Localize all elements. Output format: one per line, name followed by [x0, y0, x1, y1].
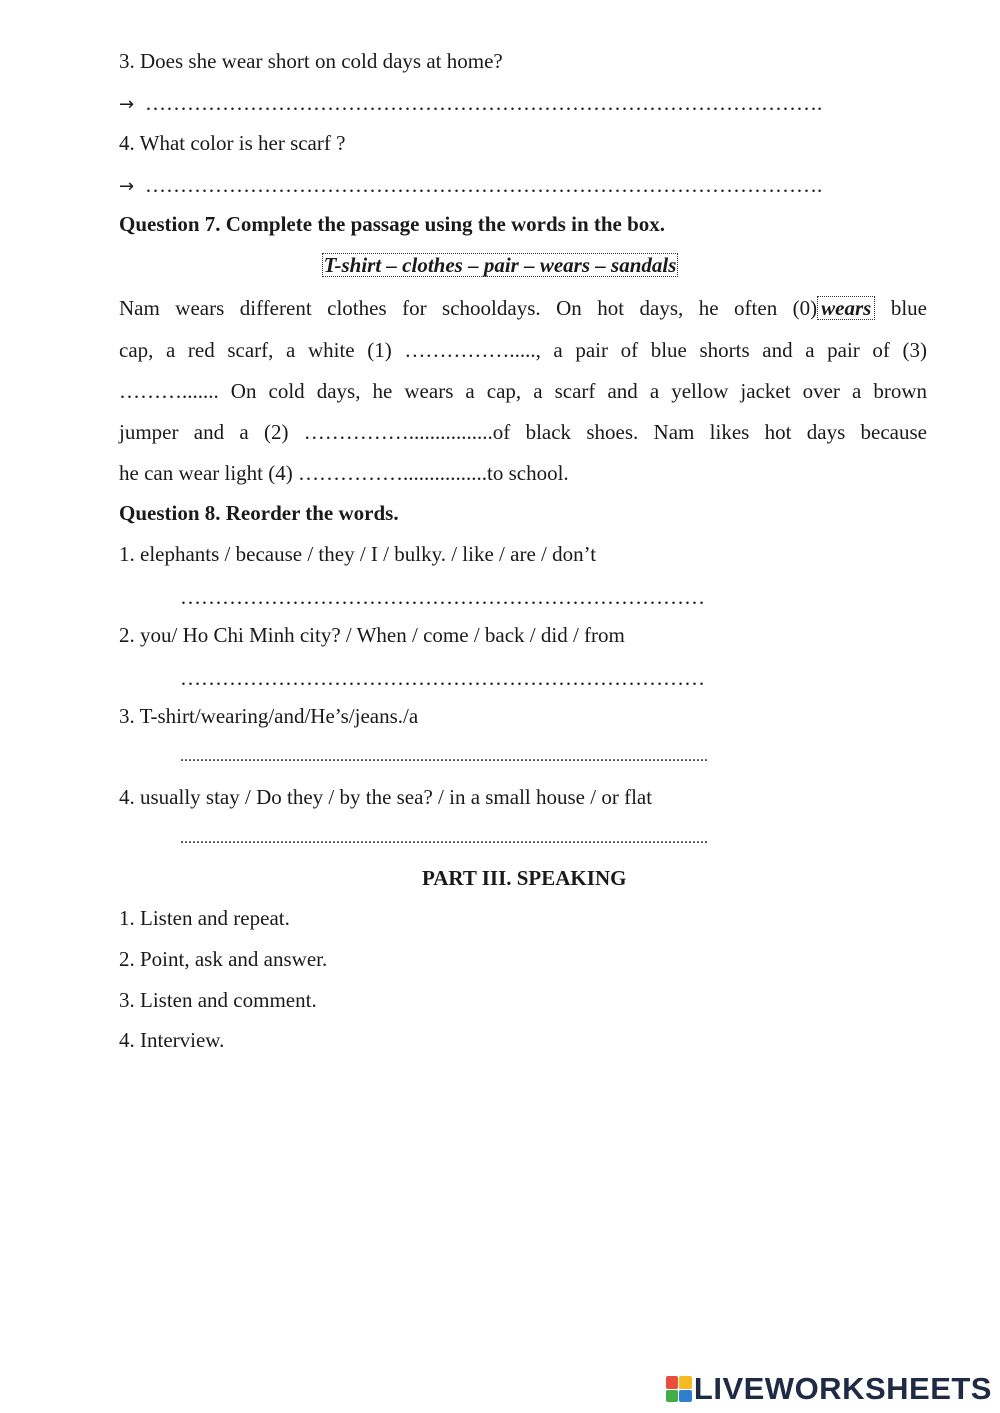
arrow-right-icon: →	[119, 94, 135, 115]
q7-passage-line-1: Nam wears different clothes for schooldays. On hot days, he often (0) wears blue	[119, 296, 927, 320]
arrow-right-icon: →	[119, 176, 135, 197]
q7-passage-line-2[interactable]: cap, a red scarf, a white (1) ……………....., a pair of blue shorts and a pair of (3)	[119, 338, 927, 362]
q7-word-box: T-shirt – clothes – pair – wears – sandals	[323, 253, 677, 277]
q8-answer-line-4[interactable]: ....................................................................................................................................	[180, 830, 708, 847]
part3-item-2: 2. Point, ask and answer.	[119, 947, 328, 971]
q6-item-4: 4. What color is her scarf ?	[119, 131, 346, 155]
q7-passage-line-5[interactable]: he can wear light (4) ……………................to school.	[119, 461, 569, 485]
q8-item-1: 1. elephants / because / they / I / bulky. / like / are / don’t	[119, 542, 597, 566]
part3-item-1: 1. Listen and repeat.	[119, 906, 290, 930]
q7-passage-line-4[interactable]: jumper and a (2) ……………................of black shoes. Nam likes hot days because	[119, 420, 927, 444]
q7-example-answer: wears	[817, 296, 875, 320]
q6-answer-line-3[interactable]: → …………………………………………………………………………………….	[119, 90, 927, 118]
q8-answer-line-3[interactable]: ....................................................................................................................................	[180, 748, 708, 765]
part3-item-3: 3. Listen and comment.	[119, 988, 317, 1012]
q8-answer-line-2[interactable]: …………………………………………………………………	[180, 666, 705, 690]
q7-passage-line-3[interactable]: ………....... On cold days, he wears a cap, a scarf and a yellow jacket over a brown	[119, 379, 927, 403]
q8-answer-line-1[interactable]: …………………………………………………………………	[180, 585, 705, 609]
part3-heading: PART III. SPEAKING	[422, 866, 627, 890]
liveworksheets-logo-text: LIVEWORKSHEETS	[693, 1371, 992, 1406]
part3-item-4: 4. Interview.	[119, 1028, 225, 1052]
q8-heading: Question 8. Reorder the words.	[119, 501, 399, 525]
liveworksheets-logo[interactable]	[666, 1371, 992, 1407]
q8-item-3: 3. T-shirt/wearing/and/He’s/jeans./a	[119, 704, 419, 728]
liveworksheets-logo-icon	[666, 1376, 692, 1402]
q6-item-3: 3. Does she wear short on cold days at home?	[119, 49, 503, 73]
q7-word-box-row	[0, 252, 1000, 278]
q8-item-2: 2. you/ Ho Chi Minh city? / When / come / back / did / from	[119, 623, 625, 647]
q6-answer-line-4[interactable]: → …………………………………………………………………………………….	[119, 172, 927, 200]
q7-heading: Question 7. Complete the passage using the words in the box.	[119, 212, 666, 236]
q8-item-4: 4. usually stay / Do they / by the sea? / in a small house / or flat	[119, 785, 653, 809]
